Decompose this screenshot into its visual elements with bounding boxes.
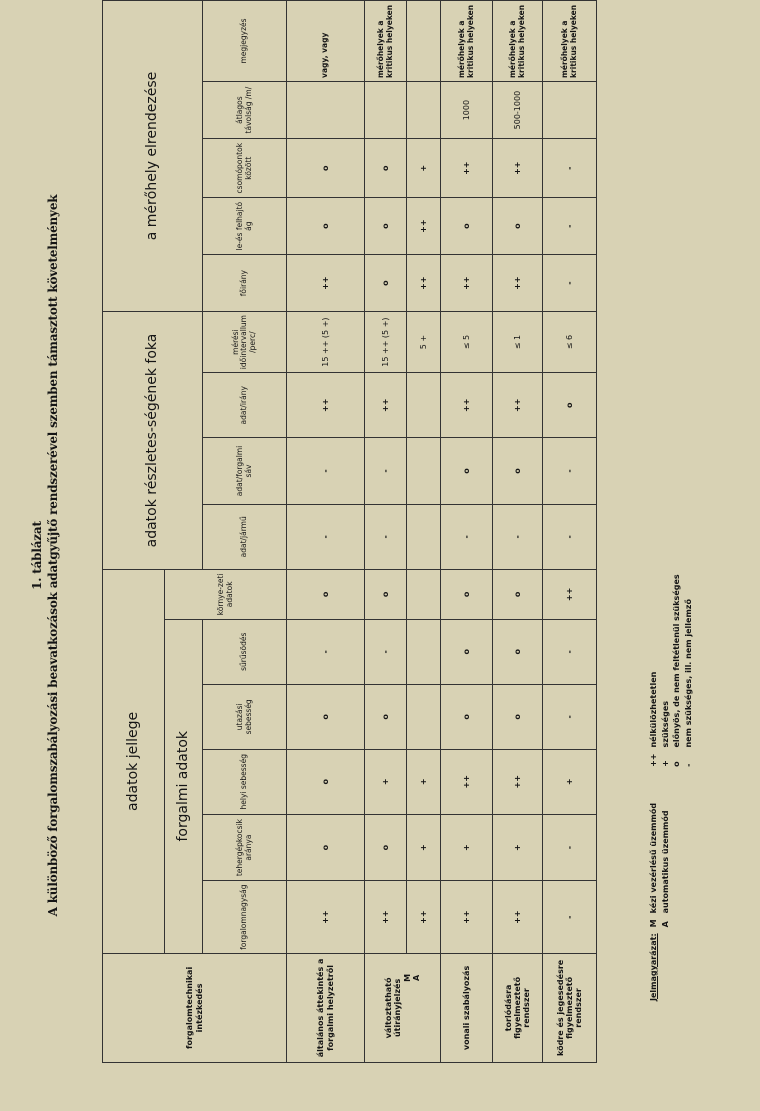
header-travel-speed: utazási sebesség bbox=[203, 684, 287, 749]
table-number: 1. táblázat bbox=[30, 521, 44, 590]
legend-sym-pp: ++ bbox=[649, 753, 658, 767]
legend-text-a: automatikus üzemmód bbox=[660, 810, 670, 914]
table-cell: ++ bbox=[493, 749, 543, 814]
table-cell: o bbox=[441, 438, 493, 504]
table-cell: - bbox=[543, 255, 597, 312]
legend-heading: Jelmagyarázat: bbox=[649, 933, 658, 1001]
table-cell: ++ bbox=[407, 255, 441, 312]
table-cell: - bbox=[543, 438, 597, 504]
table-cell: + bbox=[493, 814, 543, 881]
table-cell: - bbox=[493, 504, 543, 569]
table-cell: ++ bbox=[287, 881, 365, 953]
header-main-direction: főirány bbox=[203, 255, 287, 312]
table-cell: - bbox=[543, 504, 597, 569]
table-cell bbox=[543, 81, 597, 138]
header-environment: környe-zeti adatok bbox=[165, 570, 287, 620]
row-label-text: változtatható útirányjelzés bbox=[384, 977, 403, 1039]
table-cell: ≤ 5 bbox=[441, 312, 493, 373]
header-detail-level: adatok részletes-ségének foka bbox=[103, 312, 203, 570]
row-label: torlódásra figyelmeztető rendszer bbox=[493, 953, 543, 1062]
legend-sym-a: A bbox=[660, 921, 670, 928]
header-truck-share: tehergépkocsik aránya bbox=[203, 814, 287, 881]
header-data-nature: adatok jellege bbox=[103, 570, 165, 954]
table-cell bbox=[287, 81, 365, 138]
header-per-vehicle: adat/jármű bbox=[203, 504, 287, 569]
legend-text-m: kézi vezérlésű üzemmód bbox=[649, 802, 658, 914]
table-cell: ++ bbox=[441, 255, 493, 312]
legend-text-p: szükséges bbox=[660, 700, 670, 748]
table-cell: o bbox=[287, 570, 365, 620]
table-cell: + bbox=[407, 139, 441, 198]
table-cell: o bbox=[287, 814, 365, 881]
table-cell: o bbox=[441, 619, 493, 684]
table-cell: ++ bbox=[543, 570, 597, 620]
table-cell: ++ bbox=[441, 881, 493, 953]
table-cell: mérőhelyek a kritikus helyeken bbox=[441, 1, 493, 82]
table-cell: ++ bbox=[287, 255, 365, 312]
table-cell: + bbox=[407, 814, 441, 881]
table-cell: 1000 bbox=[441, 81, 493, 138]
table-cell: mérőhelyek a kritikus helyeken bbox=[543, 1, 597, 82]
header-avg-distance: átlagos távolság /m/ bbox=[203, 81, 287, 138]
table-cell bbox=[407, 81, 441, 138]
requirements-table-wrap bbox=[102, 0, 597, 1063]
row-label bbox=[365, 953, 441, 1062]
table-row bbox=[287, 1, 365, 1063]
legend-sym-p: + bbox=[660, 760, 670, 767]
table-row bbox=[365, 1, 407, 1063]
table-cell: o bbox=[365, 814, 407, 881]
table-cell: o bbox=[287, 684, 365, 749]
table-cell: ++ bbox=[365, 881, 407, 953]
table-cell: 15 ++ (5 +) bbox=[365, 312, 407, 373]
table-cell: o bbox=[543, 373, 597, 438]
table-cell: o bbox=[493, 619, 543, 684]
header-remarks: megjegyzés bbox=[203, 1, 287, 82]
legend-sym-o: o bbox=[672, 761, 682, 767]
table-cell: - bbox=[543, 684, 597, 749]
table-row bbox=[493, 1, 543, 1063]
table-cell: - bbox=[287, 504, 365, 569]
legend bbox=[648, 568, 694, 1001]
table-cell: o bbox=[287, 139, 365, 198]
table-cell bbox=[407, 619, 441, 684]
table-cell: ++ bbox=[441, 373, 493, 438]
table-cell: - bbox=[287, 438, 365, 504]
table-cell: o bbox=[493, 198, 543, 255]
table-cell: - bbox=[365, 504, 407, 569]
table-cell bbox=[407, 504, 441, 569]
table-cell: + bbox=[543, 749, 597, 814]
header-between-junctions: csomópontok között bbox=[203, 139, 287, 198]
header-volume: forgalomnagyság bbox=[203, 881, 287, 953]
table-cell: - bbox=[441, 504, 493, 569]
table-cell bbox=[407, 373, 441, 438]
table-subtitle: A különböző forgalomszabályozási beavatkozások adatgyűjtő rendszerével szemben támasztott követelmények bbox=[46, 194, 60, 917]
table-cell: + bbox=[407, 749, 441, 814]
table-cell: 5 + bbox=[407, 312, 441, 373]
table-row bbox=[407, 1, 441, 1063]
table-cell: - bbox=[543, 814, 597, 881]
table-cell: o bbox=[365, 684, 407, 749]
legend-sym-m: M bbox=[649, 919, 658, 928]
table-cell bbox=[407, 1, 441, 82]
table-body bbox=[287, 1, 597, 1063]
row-label: ködre és jegesedésre figyelmeztető rendszer bbox=[543, 953, 597, 1062]
table-cell: o bbox=[287, 749, 365, 814]
table-cell: ++ bbox=[407, 198, 441, 255]
table-cell: ++ bbox=[493, 255, 543, 312]
table-cell: ++ bbox=[493, 881, 543, 953]
legend-text-minus: nem szükséges, ill. nem jellemző bbox=[683, 599, 693, 748]
table-cell: ++ bbox=[441, 749, 493, 814]
table-cell: o bbox=[365, 255, 407, 312]
table-cell: ++ bbox=[407, 881, 441, 953]
table-cell: o bbox=[493, 684, 543, 749]
row-label: vonali szabályozás bbox=[441, 953, 493, 1062]
table-cell bbox=[407, 438, 441, 504]
table-cell: 500-1000 bbox=[493, 81, 543, 138]
table-cell: mérőhelyek a kritikus helyeken bbox=[493, 1, 543, 82]
table-cell: ≤ 6 bbox=[543, 312, 597, 373]
table-cell: o bbox=[441, 570, 493, 620]
legend-text-o: előnyös, de nem feltétlenül szükséges bbox=[672, 574, 682, 748]
table-cell: o bbox=[365, 570, 407, 620]
table-row bbox=[543, 1, 597, 1063]
table-cell: ++ bbox=[441, 139, 493, 198]
table-cell: - bbox=[543, 619, 597, 684]
row-mode-m: M bbox=[402, 973, 412, 982]
table-cell: o bbox=[365, 139, 407, 198]
table-cell: o bbox=[493, 570, 543, 620]
table-cell bbox=[407, 570, 441, 620]
table-cell: - bbox=[365, 619, 407, 684]
header-interval: mérési időintervallum /perc/ bbox=[203, 312, 287, 373]
row-mode-a: A bbox=[411, 974, 421, 982]
header-per-lane: adat/forgalmi sáv bbox=[203, 438, 287, 504]
table-cell bbox=[365, 81, 407, 138]
table-row bbox=[441, 1, 493, 1063]
table-cell: o bbox=[441, 198, 493, 255]
legend-text-pp: nélkülözhetetlen bbox=[649, 671, 658, 748]
legend-sym-minus: - bbox=[683, 763, 693, 767]
table-cell: ++ bbox=[365, 373, 407, 438]
table-cell: mérőhelyek a kritikus helyeken bbox=[365, 1, 407, 82]
table-cell: 15 ++ (5 +) bbox=[287, 312, 365, 373]
header-measure: forgalomtechnikai intézkedés bbox=[103, 953, 287, 1062]
table-cell: o bbox=[493, 438, 543, 504]
table-cell: ++ bbox=[493, 139, 543, 198]
table-cell: + bbox=[441, 814, 493, 881]
table-cell: vagy, vagy bbox=[287, 1, 365, 82]
header-per-direction: adat/irány bbox=[203, 373, 287, 438]
table-cell: ≤ 1 bbox=[493, 312, 543, 373]
table-cell: o bbox=[287, 198, 365, 255]
header-density: sűrűsödés bbox=[203, 619, 287, 684]
table-cell: - bbox=[543, 198, 597, 255]
table-cell: - bbox=[365, 438, 407, 504]
table-cell: ++ bbox=[287, 373, 365, 438]
row-label: általános áttekintés a forgalmi helyzetről bbox=[287, 953, 365, 1062]
table-cell: o bbox=[441, 684, 493, 749]
requirements-table bbox=[102, 0, 597, 1063]
table-cell bbox=[407, 684, 441, 749]
header-site-layout: a mérőhely elrendezése bbox=[103, 1, 203, 312]
table-cell: - bbox=[543, 139, 597, 198]
table-cell: - bbox=[287, 619, 365, 684]
table-cell: ++ bbox=[493, 373, 543, 438]
table-cell: + bbox=[365, 749, 407, 814]
table-cell: - bbox=[543, 881, 597, 953]
header-traffic-data: forgalmi adatok bbox=[165, 619, 203, 953]
table-cell: o bbox=[365, 198, 407, 255]
header-ramps: le-és felhajtó ág bbox=[203, 198, 287, 255]
header-spot-speed: helyi sebesség bbox=[203, 749, 287, 814]
